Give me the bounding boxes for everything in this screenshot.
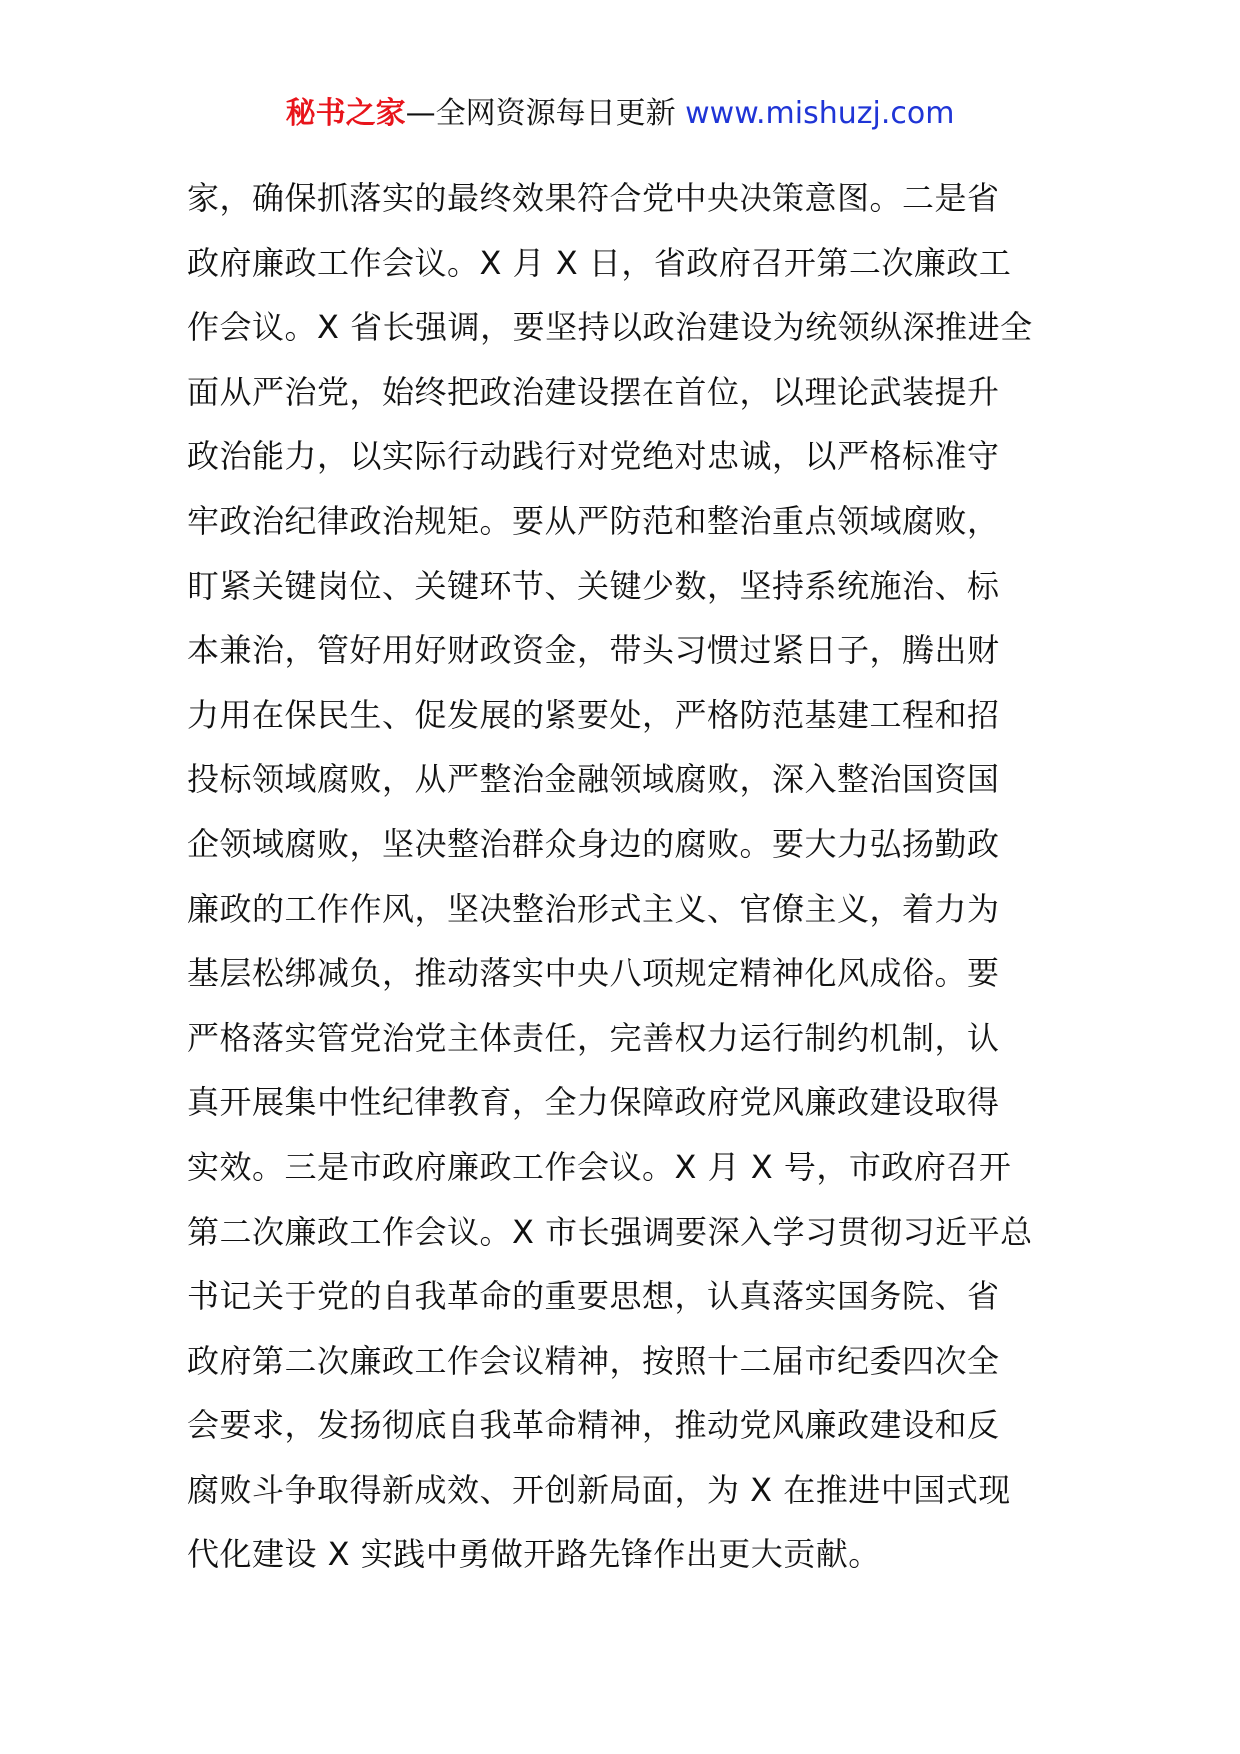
body-line: 严格落实管党治党主体责任，完善权力运行制约机制，认	[187, 1018, 1000, 1057]
brand-name: 秘书之家	[285, 96, 406, 131]
body-line: 盯紧关键岗位、关键环节、关键少数，坚持系统施治、标	[187, 566, 1000, 605]
body-line: 企领域腐败，坚决整治群众身边的腐败。要大力弘扬勤政	[187, 824, 1000, 863]
document-body	[187, 166, 1067, 1587]
website-link[interactable]: www.mishuzj.com	[685, 96, 955, 131]
body-line: 政治能力，以实际行动践行对党绝对忠诚，以严格标准守	[187, 437, 1000, 476]
body-line: 牢政治纪律政治规矩。要从严防范和整治重点领域腐败，	[187, 501, 1000, 540]
body-line: 作会议。X 省长强调，要坚持以政治建设为统领纵深推进全	[187, 308, 1033, 347]
body-line: 投标领域腐败，从严整治金融领域腐败，深入整治国资国	[187, 760, 1000, 799]
body-line: 书记关于党的自我革命的重要思想，认真落实国务院、省	[187, 1277, 1000, 1316]
body-line: 腐败斗争取得新成效、开创新局面，为 X 在推进中国式现	[187, 1470, 1011, 1509]
body-line: 政府廉政工作会议。X 月 X 日，省政府召开第二次廉政工	[187, 243, 1012, 282]
body-line: 本兼治，管好用好财政资金，带头习惯过紧日子，腾出财	[187, 631, 1000, 670]
body-line: 第二次廉政工作会议。X 市长强调要深入学习贯彻习近平总	[187, 1212, 1033, 1251]
body-line: 真开展集中性纪律教育，全力保障政府党风廉政建设取得	[187, 1083, 1000, 1122]
header-tagline: —全网资源每日更新	[405, 96, 676, 131]
body-line: 力用在保民生、促发展的紧要处，严格防范基建工程和招	[187, 695, 1000, 734]
body-line: 基层松绑减负，推动落实中央八项规定精神化风成俗。要	[187, 954, 1000, 993]
body-line: 家，确保抓落实的最终效果符合党中央决策意图。二是省	[187, 179, 1000, 217]
body-line: 政府第二次廉政工作会议精神，按照十二届市纪委四次全	[187, 1341, 1000, 1380]
body-line: 廉政的工作作风，坚决整治形式主义、官僚主义，着力为	[187, 889, 1000, 928]
body-line: 面从严治党，始终把政治建设摆在首位，以理论武装提升	[187, 372, 1000, 411]
body-line: 代化建设 X 实践中勇做开路先锋作出更大贡献。	[187, 1535, 881, 1574]
body-line: 会要求，发扬彻底自我革命精神，推动党风廉政建设和反	[187, 1406, 1000, 1445]
page-header	[0, 94, 1240, 134]
body-line: 实效。三是市政府廉政工作会议。X 月 X 号，市政府召开	[187, 1147, 1012, 1186]
